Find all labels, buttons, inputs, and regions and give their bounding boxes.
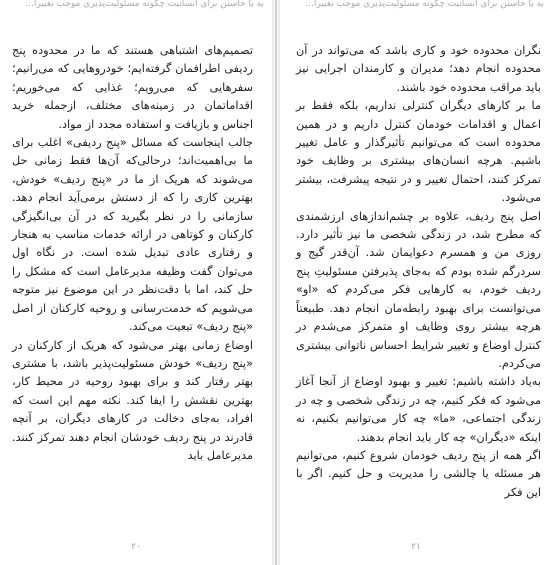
paragraph: نگران محدوده خود و کاری باشد که می‌تواند در آن محدوده انجام دهد؛ مدیران و کارمندان اجرایی نیز باید مراقب محدوده خود باشند. [296, 44, 541, 94]
page-number: ۲۱ [411, 542, 421, 552]
right-page [280, 0, 552, 565]
paragraph: اصل پنج ردیف، علاوه بر چشم‌اندازهای ارزشمندی که مطرح شد، در زندگی شخصی ما نیز تأثیر دارد. روزی من و همسرم دعوایمان شد. آن‌قدر گیج و سردرگم شده بودم که به‌جای پذیرفتن مسئولیتِ پنج ردیف خودم، به کارهایی فکر می‌کردم که «او» می‌توانست برای بهبود رابطه‌مان انجام دهد. طبیعتاً هرچه بیشتر روی وظایف او متمرکز می‌شدم در کنترل اوضاع و تغییر شرایط احساس ناتوانی بیشتری می‌کردم. [296, 209, 541, 370]
left-page [0, 0, 272, 565]
running-header: به یا خاستن برای انسانیت چگونه مسئولیت‌پذیری موجب تغییرا... [305, 0, 544, 9]
page-number: ۲۰ [131, 542, 141, 552]
gutter-divider [275, 0, 277, 565]
paragraph: جالب اینجاست که مسائل «پنج ردیفی» اغلب برای ما بی‌اهمیت‌اند؛ درحالی‌که آن‌ها فقط زمانی حل می‌شوند که هریک از ما در «پنج ردیف» خودش، بهترین کاری را که از دستش برمی‌آید انجام دهد. سازمانی را در نظر بگیرید که در آن بی‌انگیزگی کارکنان و کوتاهی در ارائه خدمات مناسب به هنجار و رفتاری عادی تبدیل شده است. در نگاه اول می‌توان گفت وظیفه مدیرعامل است که مشکل را حل کند، اما با دقت‌نظر در این موضوع نیز متوجه می‌شویم که خدمت‌رسانی و روحیه کارکنان از اصل «پنج ردیف» تبعیت می‌کند. [12, 136, 253, 334]
paragraph: اگر همه از پنج ردیف خودمان شروع کنیم، می‌توانیم هر مسئله یا چالشی را مدیریت و حل کنیم. اگر با این فکر [296, 448, 541, 499]
paragraph: تصمیم‌های اشتباهی هستند که ما در محدوده پنج ردیفی اطرافمان گرفته‌ایم؛ خودروهایی که می‌رانیم؛ سفرهایی که می‌رویم؛ غذایی که می‌خوریم؛ اقداماتمان در زمینه‌های مختلف، ازجمله خرید اجناس و بازیافت و استفاده مجدد از مواد. [12, 44, 253, 131]
paragraph: اوضاع زمانی بهتر می‌شود که هریک از کارکنان در «پنج ردیف» خودش مسئولیت‌پذیر باشد، با مشتری بهتر رفتار کند و برای بهبود روحیه در محیط کار، بهترین نقشش را ایفا کند. نکته مهم این است که افراد، به‌جای دخالت در کارهای دیگران، بر آنچه قادرند در پنج ردیف خودشان انجام دهند تمرکز کنند. مدیرعامل باید [12, 338, 253, 462]
running-header: به یا خاستن برای انسانیت چگونه مسئولیت‌پذیری موجب تغییرا... [25, 0, 264, 9]
paragraph: ما بر کارهای دیگران کنترلی نداریم، بلکه فقط بر اعمال و اقدامات خودمان کنترل داریم و در همین محدوده است که می‌توانیم تأثیرگذار و عامل تغییر باشیم. هرچه انسان‌های بیشتری بر وظایف خود تمرکز کنند، احتمال تغییر و در نتیجه پیشرفت، بیشتر می‌شود. [296, 99, 541, 205]
page-body [12, 42, 253, 465]
paragraph: به‌یاد داشته باشیم: تغییر و بهبود اوضاع از آنجا آغاز می‌شود که فکر کنیم، چه در زندگی شخصی و چه در زندگی اجتماعی، «ما» چه کار می‌توانیم بکنیم، نه اینکه «دیگران» چه کار باید انجام بدهند. [296, 375, 541, 444]
page-body [296, 42, 541, 502]
